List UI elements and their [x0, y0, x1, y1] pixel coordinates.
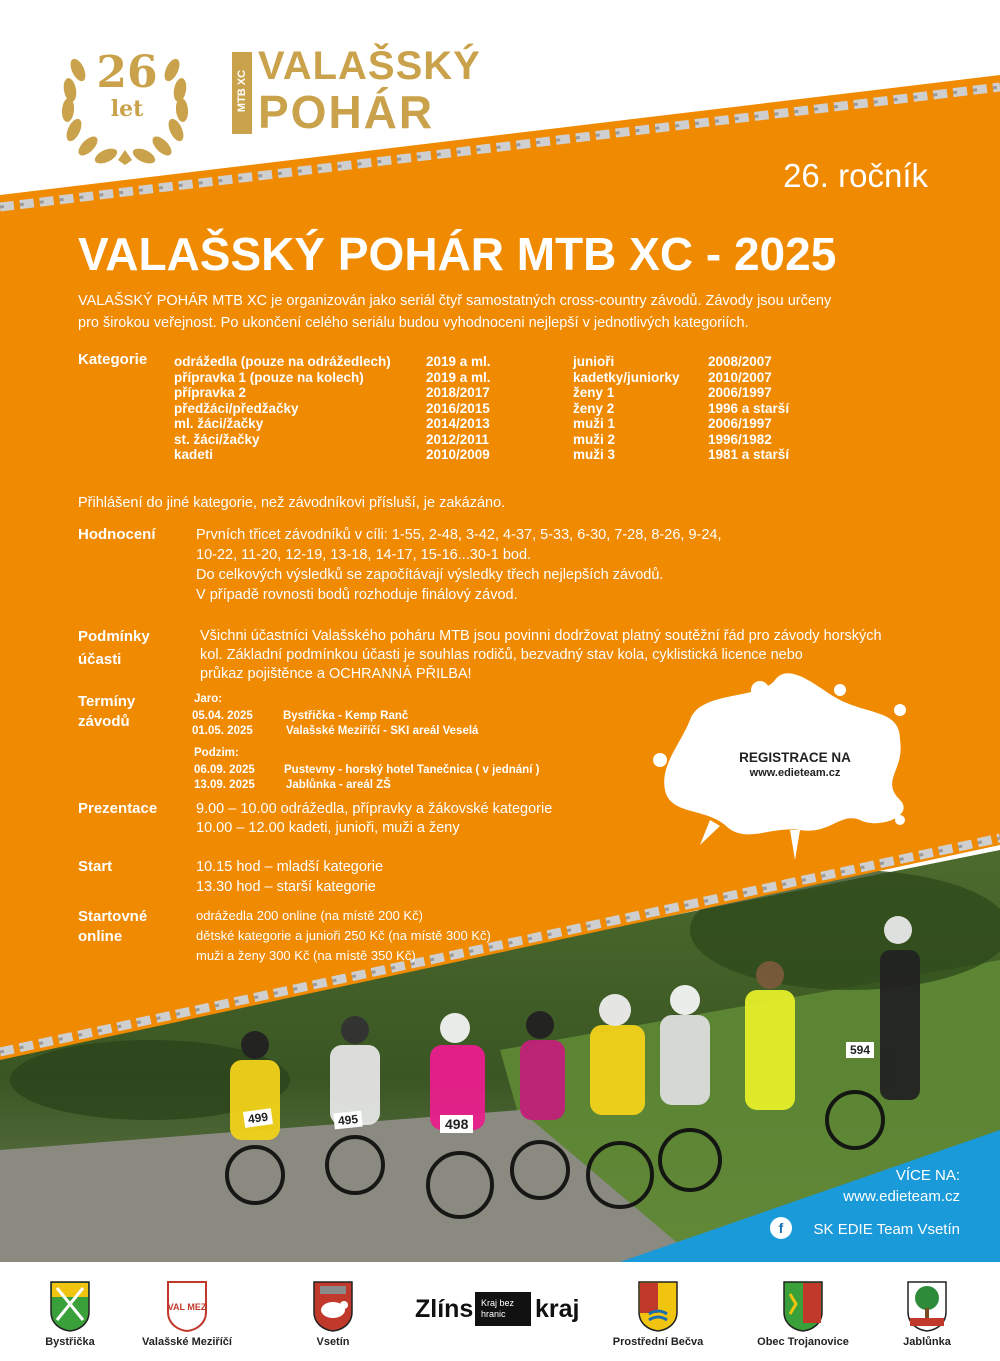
autumn-place-1: Jablůnka - areál ZŠ	[286, 779, 391, 791]
edition-label: 26. ročník	[783, 157, 928, 194]
sponsor-jablunka	[867, 1280, 987, 1348]
sponsor-name: Vsetín	[316, 1336, 350, 1348]
spring-label: Jaro:	[194, 693, 223, 705]
valmez-coat-of-arms-icon	[166, 1280, 208, 1332]
zlin-mark-left: Zlíns	[415, 1295, 474, 1323]
categories-note: Přihlášení do jiné kategorie, než závodníkovi přísluší, je zakázáno.	[78, 495, 506, 511]
autumn-date-1: 13.09. 2025	[194, 779, 255, 791]
zlin-mark-right: kraj	[535, 1295, 580, 1323]
zlin-mark-box	[475, 1292, 531, 1326]
start-line-1: 13.30 hod – starší kategorie	[196, 879, 376, 895]
cat-left-years-3: 2016/2015	[426, 400, 490, 416]
start-line-0: 10.15 hod – mladší kategorie	[196, 859, 384, 875]
cat-left-years-4: 2014/2013	[426, 416, 490, 431]
cat-left-name-4: ml. žáci/žačky	[174, 416, 264, 431]
cat-left-name-2: přípravka 2	[174, 385, 247, 400]
sponsor-bystricka	[10, 1280, 130, 1348]
cat-left-years-2: 2018/2017	[426, 385, 490, 400]
valmez-mark: VAL MEZ	[167, 1302, 207, 1312]
cat-right-name-4: muži 1	[573, 416, 616, 431]
logo-side-text: MTB XC	[236, 69, 248, 113]
facebook-icon[interactable]	[770, 1217, 792, 1239]
bib-number: 499	[243, 1108, 273, 1128]
cat-right-years-2: 2006/1997	[708, 385, 772, 400]
prezentace-line-0: 9.00 – 10.00 odrážedla, přípravky a žákovské kategorie	[196, 801, 553, 817]
cat-left-years-1: 2019 a ml.	[426, 369, 491, 385]
sponsor-prostredni-becva	[598, 1280, 718, 1348]
logo-line-1: VALAŠSKÝ	[258, 44, 481, 88]
website-link[interactable]: www.edieteam.cz	[843, 1188, 960, 1205]
cat-right-years-6: 1981 a starší	[708, 447, 790, 462]
cat-left-years-6: 2010/2009	[426, 447, 490, 462]
categories-label: Kategorie	[78, 351, 148, 368]
crossed-oars-coat-of-arms-icon	[49, 1280, 91, 1332]
prezentace-label: Prezentace	[78, 800, 158, 817]
zlinsky-kraj-logo	[415, 1292, 585, 1326]
logo-line-2: POHÁR	[258, 86, 435, 138]
cat-right-name-5: muži 2	[573, 431, 616, 447]
cat-left-name-6: kadeti	[174, 447, 214, 462]
zlin-box-line-2: hranic	[481, 1309, 506, 1319]
zlin-box-line-1: Kraj bez	[481, 1298, 515, 1308]
autumn-label: Podzim:	[194, 747, 239, 759]
sponsor-name: Bystřička	[45, 1336, 95, 1348]
spring-date-0: 05.04. 2025	[192, 710, 253, 722]
cat-left-years-0: 2019 a ml.	[426, 354, 491, 369]
cat-left-years-5: 2012/2011	[426, 431, 490, 447]
badge-number: 26	[96, 47, 158, 98]
more-label: VÍCE NA:	[895, 1167, 960, 1184]
sponsor-name: Valašské Meziříčí	[142, 1336, 232, 1348]
registration-url[interactable]: www.edieteam.cz	[749, 767, 841, 779]
intro-line-1: VALAŠSKÝ POHÁR MTB XC je organizován jako seriál čtyř samostatných cross-country závodů. Závody jsou určeny	[78, 293, 832, 309]
cat-right-name-3: ženy 2	[573, 400, 615, 416]
page-title: VALAŠSKÝ POHÁR MTB XC - 2025	[78, 228, 837, 280]
registration-title: REGISTRACE NA	[739, 750, 851, 765]
spring-place-0: Bystřička - Kemp Ranč	[283, 710, 409, 722]
startovne-line-1: dětské kategorie a junioři 250 Kč (na místě 300 Kč)	[196, 928, 491, 943]
sponsor-name: Jablůnka	[903, 1336, 951, 1348]
apple-tree-coat-of-arms-icon	[906, 1280, 948, 1332]
terminy-label-1: Termíny	[78, 693, 136, 710]
hodnoceni-line-2: Do celkových výsledků se započítávají výsledky třech nejlepších závodů.	[196, 567, 664, 583]
podminky-label-2: účasti	[78, 651, 122, 668]
ram-coat-of-arms-icon	[312, 1280, 354, 1332]
podminky-line-1: kol. Základní podmínkou účasti je souhlas rodičů, bezvadný stav kola, cyklistická licence nebo	[200, 647, 803, 663]
spring-place-1: Valašské Meziříčí - SKI areál Veselá	[286, 725, 479, 737]
bib-number: 498	[440, 1115, 473, 1133]
intro-line-2: pro širokou veřejnost. Po ukončení celého seriálu budou vyhodnoceni nejlepší v jednotlivých kategoriích.	[78, 315, 749, 331]
cat-right-name-6: muži 3	[573, 447, 616, 462]
podminky-line-0: Všichni účastníci Valašského poháru MTB jsou povinni dodržovat platný soutěžní řád pro závody horských	[200, 628, 882, 644]
cat-right-name-1: kadetky/juniorky	[573, 369, 680, 385]
cat-right-years-3: 1996 a starší	[708, 400, 790, 416]
podminky-label-1: Podmínky	[78, 628, 150, 645]
sponsor-name: Obec Trojanovice	[757, 1336, 849, 1348]
cat-right-years-5: 1996/1982	[708, 431, 772, 447]
bib-number: 594	[846, 1042, 874, 1058]
sponsor-trojanovice	[743, 1280, 863, 1348]
cat-left-name-1: přípravka 1 (pouze na kolech)	[174, 369, 364, 385]
hodnoceni-label: Hodnocení	[78, 526, 156, 543]
sponsor-name: Prostřední Bečva	[612, 1336, 704, 1348]
trojanovice-coat-of-arms-icon	[782, 1280, 824, 1332]
cat-right-years-1: 2010/2007	[708, 369, 772, 385]
sponsor-valasske-mezirici	[127, 1280, 247, 1348]
start-label: Start	[78, 858, 113, 875]
prezentace-line-1: 10.00 – 12.00 kadeti, junioři, muži a ženy	[196, 820, 460, 836]
cat-right-name-2: ženy 1	[573, 385, 615, 400]
startovne-line-2: muži a ženy 300 Kč (na místě 350 Kč)	[196, 948, 416, 963]
startovne-line-0: odrážedla 200 online (na místě 200 Kč)	[196, 908, 423, 923]
terminy-label-2: závodů	[78, 713, 130, 730]
goat-coat-of-arms-icon	[637, 1280, 679, 1332]
autumn-place-0: Pustevny - horský hotel Tanečnica ( v jednání )	[284, 764, 540, 776]
autumn-date-0: 06.09. 2025	[194, 764, 255, 776]
cat-left-name-5: st. žáci/žačky	[174, 431, 260, 447]
hodnoceni-line-0: Prvních třicet závodníků v cíli: 1-55, 2-48, 3-42, 4-37, 5-33, 6-30, 7-28, 8-26, 9-24,	[196, 527, 722, 543]
hodnoceni-line-3: V případě rovnosti bodů rozhoduje finálový závod.	[196, 587, 518, 603]
spring-date-1: 01.05. 2025	[192, 725, 253, 737]
bib-number: 495	[333, 1111, 363, 1130]
cat-right-years-4: 2006/1997	[708, 416, 772, 431]
cat-right-name-0: junioři	[573, 354, 615, 369]
cat-left-name-3: předžáci/předžačky	[174, 400, 299, 416]
cat-right-years-0: 2008/2007	[708, 354, 772, 369]
podminky-line-2: průkaz pojištěnce a OCHRANNÁ PŘILBA!	[200, 666, 472, 682]
startovne-label-2: online	[78, 928, 123, 945]
badge-word: let	[110, 96, 144, 122]
sponsor-vsetin	[273, 1280, 393, 1348]
facebook-glyph: f	[778, 1220, 784, 1236]
startovne-label-1: Startovné	[78, 908, 148, 925]
hodnoceni-line-1: 10-22, 11-20, 12-19, 13-18, 14-17, 15-16...30-1 bod.	[196, 547, 532, 563]
facebook-link[interactable]: SK EDIE Team Vsetín	[813, 1221, 960, 1238]
cat-left-name-0: odrážedla (pouze na odrážedlech)	[174, 354, 391, 369]
